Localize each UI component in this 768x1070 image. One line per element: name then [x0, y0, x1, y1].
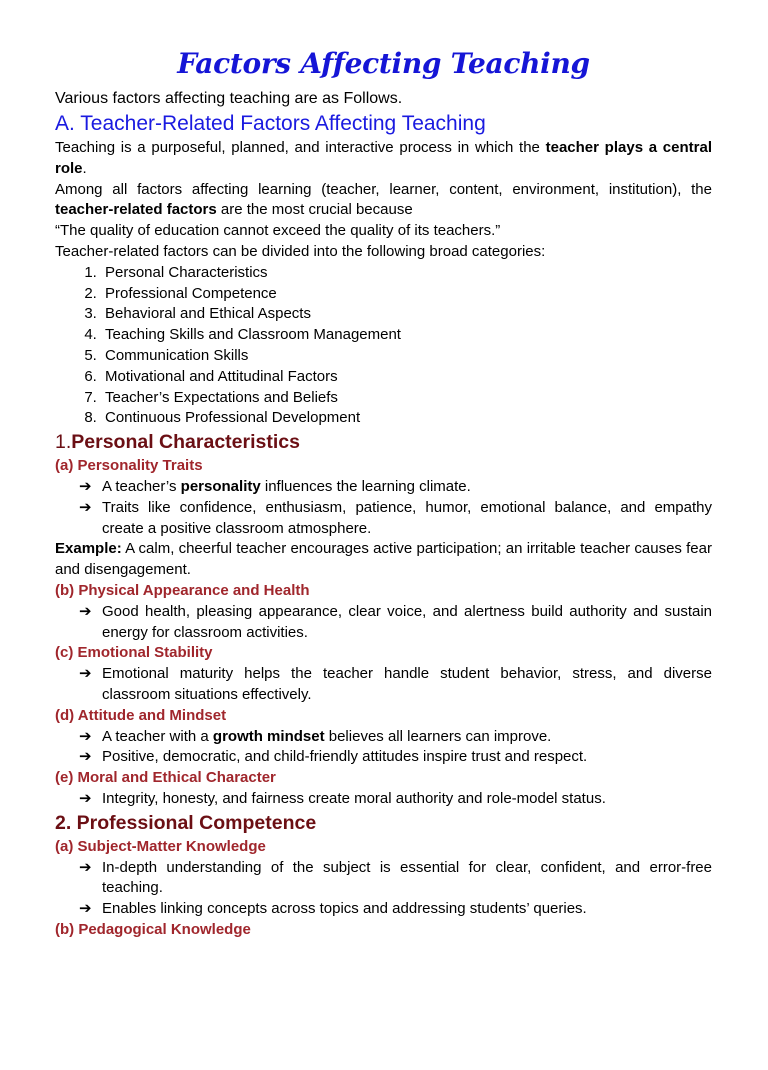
- bullet-list: [55, 858, 712, 920]
- section-a-heading: A. Teacher-Related Factors Affecting Teaching: [55, 112, 486, 135]
- arrow-icon: ➔: [79, 858, 92, 876]
- subheading-subject-matter: (a) Subject-Matter Knowledge: [55, 837, 266, 855]
- page-title: Factors Affecting Teaching: [177, 47, 590, 80]
- list-item: [79, 747, 712, 768]
- intro-text: Various factors affecting teaching are as Follows.: [55, 90, 403, 107]
- subheading-attitude-mindset: (d) Attitude and Mindset: [55, 706, 227, 724]
- bullet-list: [55, 664, 712, 706]
- list-item: 1. Personal Characteristics: [101, 263, 712, 284]
- section-1-heading: [55, 429, 712, 456]
- document-page: [0, 46, 768, 1070]
- text-run: Enables linking concepts across topics and addressing students’ queries.: [102, 900, 587, 918]
- arrow-icon: ➔: [79, 477, 92, 495]
- text-run: A teacher’s: [102, 477, 181, 495]
- subheading-emotional-stability: (c) Emotional Stability: [55, 644, 213, 662]
- arrow-icon: ➔: [79, 498, 92, 516]
- arrow-icon: ➔: [79, 900, 92, 918]
- bold-run: teacher-related factors: [55, 201, 217, 219]
- text-run: Integrity, honesty, and fairness create moral authority and role-model status.: [102, 789, 606, 807]
- text-run: believes all learners can improve.: [324, 727, 552, 745]
- quote: “The quality of education cannot exceed the quality of its teachers.”: [55, 222, 501, 240]
- section-2-heading: 2. Professional Competence: [55, 811, 317, 834]
- list-item: [79, 602, 712, 644]
- bullet-list: [55, 727, 712, 769]
- list-item: 5. Communication Skills: [101, 346, 712, 367]
- list-item: [79, 498, 712, 540]
- section-a-paragraph-2: [55, 180, 712, 222]
- text-run: are the most crucial because: [216, 201, 413, 219]
- text-run: Positive, democratic, and child-friendly attitudes inspire trust and respect.: [102, 748, 588, 766]
- subheading-physical-appearance: (b) Physical Appearance and Health: [55, 581, 310, 599]
- list-item: 8. Continuous Professional Development: [101, 408, 712, 429]
- example-paragraph: [55, 539, 712, 581]
- list-item: 3. Behavioral and Ethical Aspects: [101, 304, 712, 325]
- arrow-icon: ➔: [79, 727, 92, 745]
- subheading-pedagogical: (b) Pedagogical Knowledge: [55, 920, 251, 938]
- categories-intro: Teacher-related factors can be divided into the following broad categories:: [55, 242, 546, 260]
- list-item: [79, 899, 712, 920]
- list-item: 6. Motivational and Attitudinal Factors: [101, 367, 712, 388]
- arrow-icon: ➔: [79, 602, 92, 620]
- text-run: A calm, cheerful teacher encourages active participation; an irritable teacher causes fear and disengagement.: [55, 540, 712, 579]
- text-run: .: [82, 159, 87, 177]
- example-label: Example:: [55, 540, 122, 558]
- bold-run: growth mindset: [212, 727, 325, 745]
- text-run: Among all factors affecting learning (teacher, learner, content, environment, institution), the: [55, 180, 712, 198]
- bullet-list: [55, 789, 712, 810]
- text-run: Traits like confidence, enthusiasm, patience, humor, emotional balance, and empathy create a positive classroom atmosphere.: [102, 498, 712, 537]
- section-a-paragraph-1: [55, 138, 712, 180]
- list-item: 4. Teaching Skills and Classroom Management: [101, 325, 712, 346]
- text-run: A teacher with a: [102, 727, 213, 745]
- section-title: Personal Characteristics: [71, 431, 300, 454]
- bullet-list: [55, 602, 712, 644]
- text-run: In-depth understanding of the subject is essential for clear, confident, and error-free teaching.: [102, 858, 712, 897]
- bold-run: personality: [180, 477, 261, 495]
- list-item: [79, 789, 712, 810]
- list-item: [79, 727, 712, 748]
- text-run: Teaching is a purposeful, planned, and interactive process in which the: [55, 139, 546, 156]
- arrow-icon: ➔: [79, 789, 92, 807]
- list-item: 7. Teacher’s Expectations and Beliefs: [101, 388, 712, 409]
- text-run: Good health, pleasing appearance, clear voice, and alertness build authority and sustain energy for classroom activities.: [102, 602, 712, 641]
- categories-list: [55, 263, 712, 429]
- list-item: 2. Professional Competence: [101, 284, 712, 305]
- subheading-personality-traits: (a) Personality Traits: [55, 457, 203, 475]
- text-run: Emotional maturity helps the teacher handle student behavior, stress, and diverse classroom situations effectively.: [102, 665, 712, 703]
- arrow-icon: ➔: [79, 748, 92, 766]
- text-run: influences the learning climate.: [260, 477, 471, 495]
- list-item: [79, 858, 712, 900]
- bullet-list: [55, 477, 712, 539]
- list-item: [79, 664, 712, 706]
- section-number: 1.: [55, 431, 72, 454]
- subheading-moral-ethical: (e) Moral and Ethical Character: [55, 769, 276, 787]
- arrow-icon: ➔: [79, 665, 92, 683]
- list-item: [79, 477, 712, 498]
- bold-run: teacher plays a central role: [55, 139, 712, 177]
